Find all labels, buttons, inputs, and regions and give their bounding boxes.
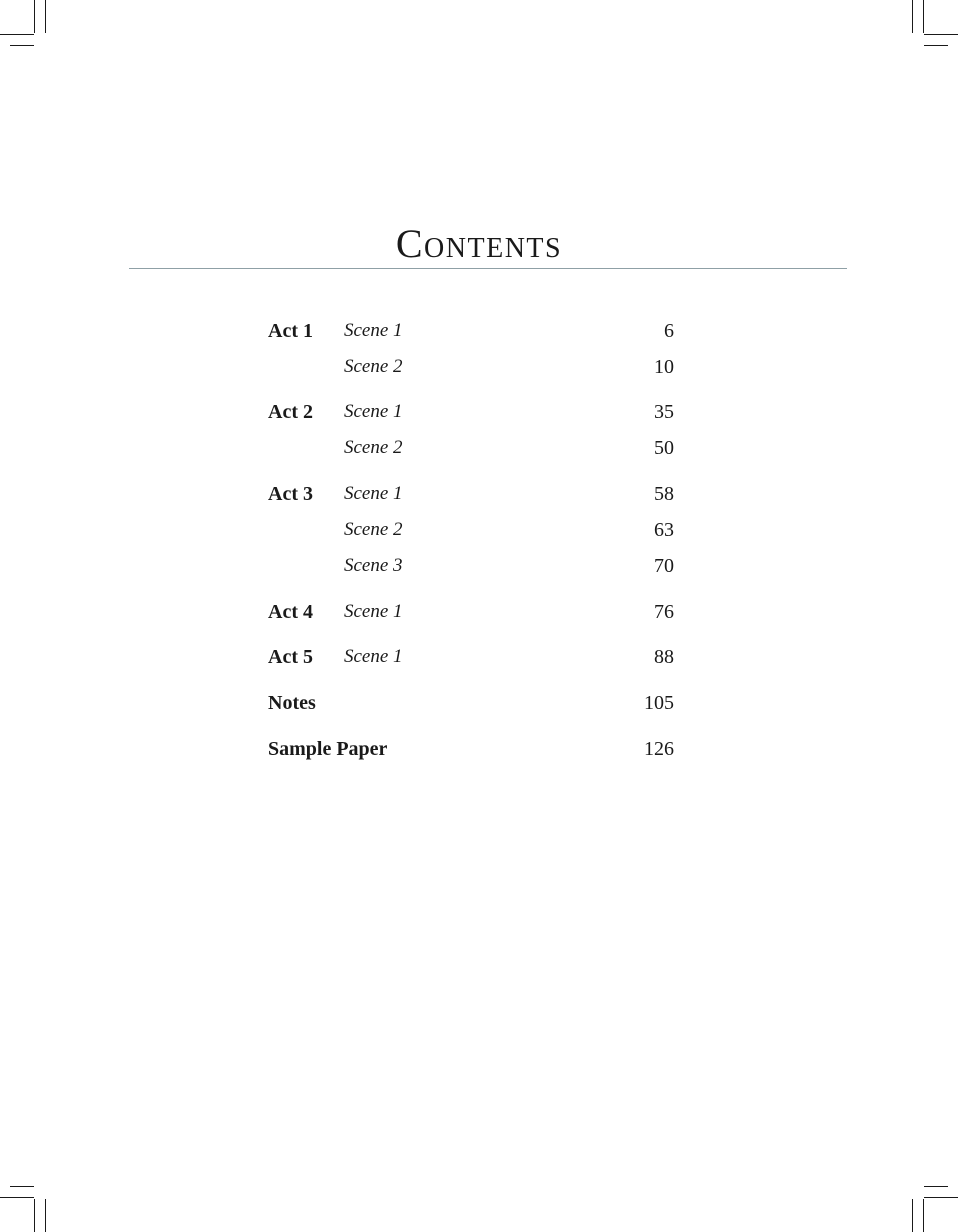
toc-entry-scene: Scene 3 xyxy=(344,555,403,576)
crop-mark xyxy=(924,1197,958,1198)
toc-entry-scene: Scene 1 xyxy=(344,320,403,341)
toc-entry-page: 105 xyxy=(644,692,674,714)
toc-entry-scene: Scene 2 xyxy=(344,519,403,540)
toc-entry[interactable] xyxy=(268,480,674,508)
toc-entry-scene: Scene 1 xyxy=(344,483,403,504)
toc-entry[interactable] xyxy=(268,552,674,580)
toc-entry-scene: Scene 1 xyxy=(344,401,403,422)
toc-entry-label: Act 4 xyxy=(268,601,313,623)
page-title: Contents xyxy=(395,221,563,266)
crop-mark xyxy=(924,45,948,46)
toc-entry-label: Notes xyxy=(268,692,316,714)
toc-entry-page: 88 xyxy=(654,646,674,668)
toc-entry-label: Act 3 xyxy=(268,483,313,505)
toc-entry-page: 6 xyxy=(664,320,674,342)
crop-mark xyxy=(924,34,958,35)
toc-entry-scene: Scene 1 xyxy=(344,601,403,622)
toc-entry-page: 63 xyxy=(654,519,674,541)
toc-entry[interactable] xyxy=(268,735,674,763)
toc-entry-page: 70 xyxy=(654,555,674,577)
crop-mark xyxy=(10,1186,34,1187)
toc-entry-page: 35 xyxy=(654,401,674,423)
toc-entry-scene: Scene 1 xyxy=(344,646,403,667)
toc-entry-page: 10 xyxy=(654,356,674,378)
crop-mark xyxy=(912,0,913,33)
toc-entry[interactable] xyxy=(268,434,674,462)
toc-entry-label: Act 5 xyxy=(268,646,313,668)
crop-mark xyxy=(923,1199,924,1232)
crop-mark xyxy=(0,34,34,35)
toc-entry-label: Act 1 xyxy=(268,320,313,342)
crop-mark xyxy=(924,1186,948,1187)
crop-mark xyxy=(45,0,46,33)
toc-entry[interactable] xyxy=(268,353,674,381)
toc-entry-label: Act 2 xyxy=(268,401,313,423)
toc-entry-scene: Scene 2 xyxy=(344,437,403,458)
toc-entry-page: 58 xyxy=(654,483,674,505)
toc-entry[interactable] xyxy=(268,689,674,717)
toc-entry-label: Sample Paper xyxy=(268,738,388,760)
toc-entry[interactable] xyxy=(268,398,674,426)
toc-entry[interactable] xyxy=(268,516,674,544)
crop-mark xyxy=(923,0,924,33)
toc-entry-scene: Scene 2 xyxy=(344,356,403,377)
toc-entry[interactable] xyxy=(268,643,674,671)
crop-mark xyxy=(912,1199,913,1232)
crop-mark xyxy=(34,0,35,33)
toc-entry[interactable] xyxy=(268,317,674,345)
crop-mark xyxy=(0,1197,34,1198)
crop-mark xyxy=(10,45,34,46)
toc-entry-page: 126 xyxy=(644,738,674,760)
crop-mark xyxy=(45,1199,46,1232)
table-of-contents xyxy=(268,0,674,1232)
crop-mark xyxy=(34,1199,35,1232)
toc-entry-page: 50 xyxy=(654,437,674,459)
toc-entry-page: 76 xyxy=(654,601,674,623)
toc-entry[interactable] xyxy=(268,598,674,626)
